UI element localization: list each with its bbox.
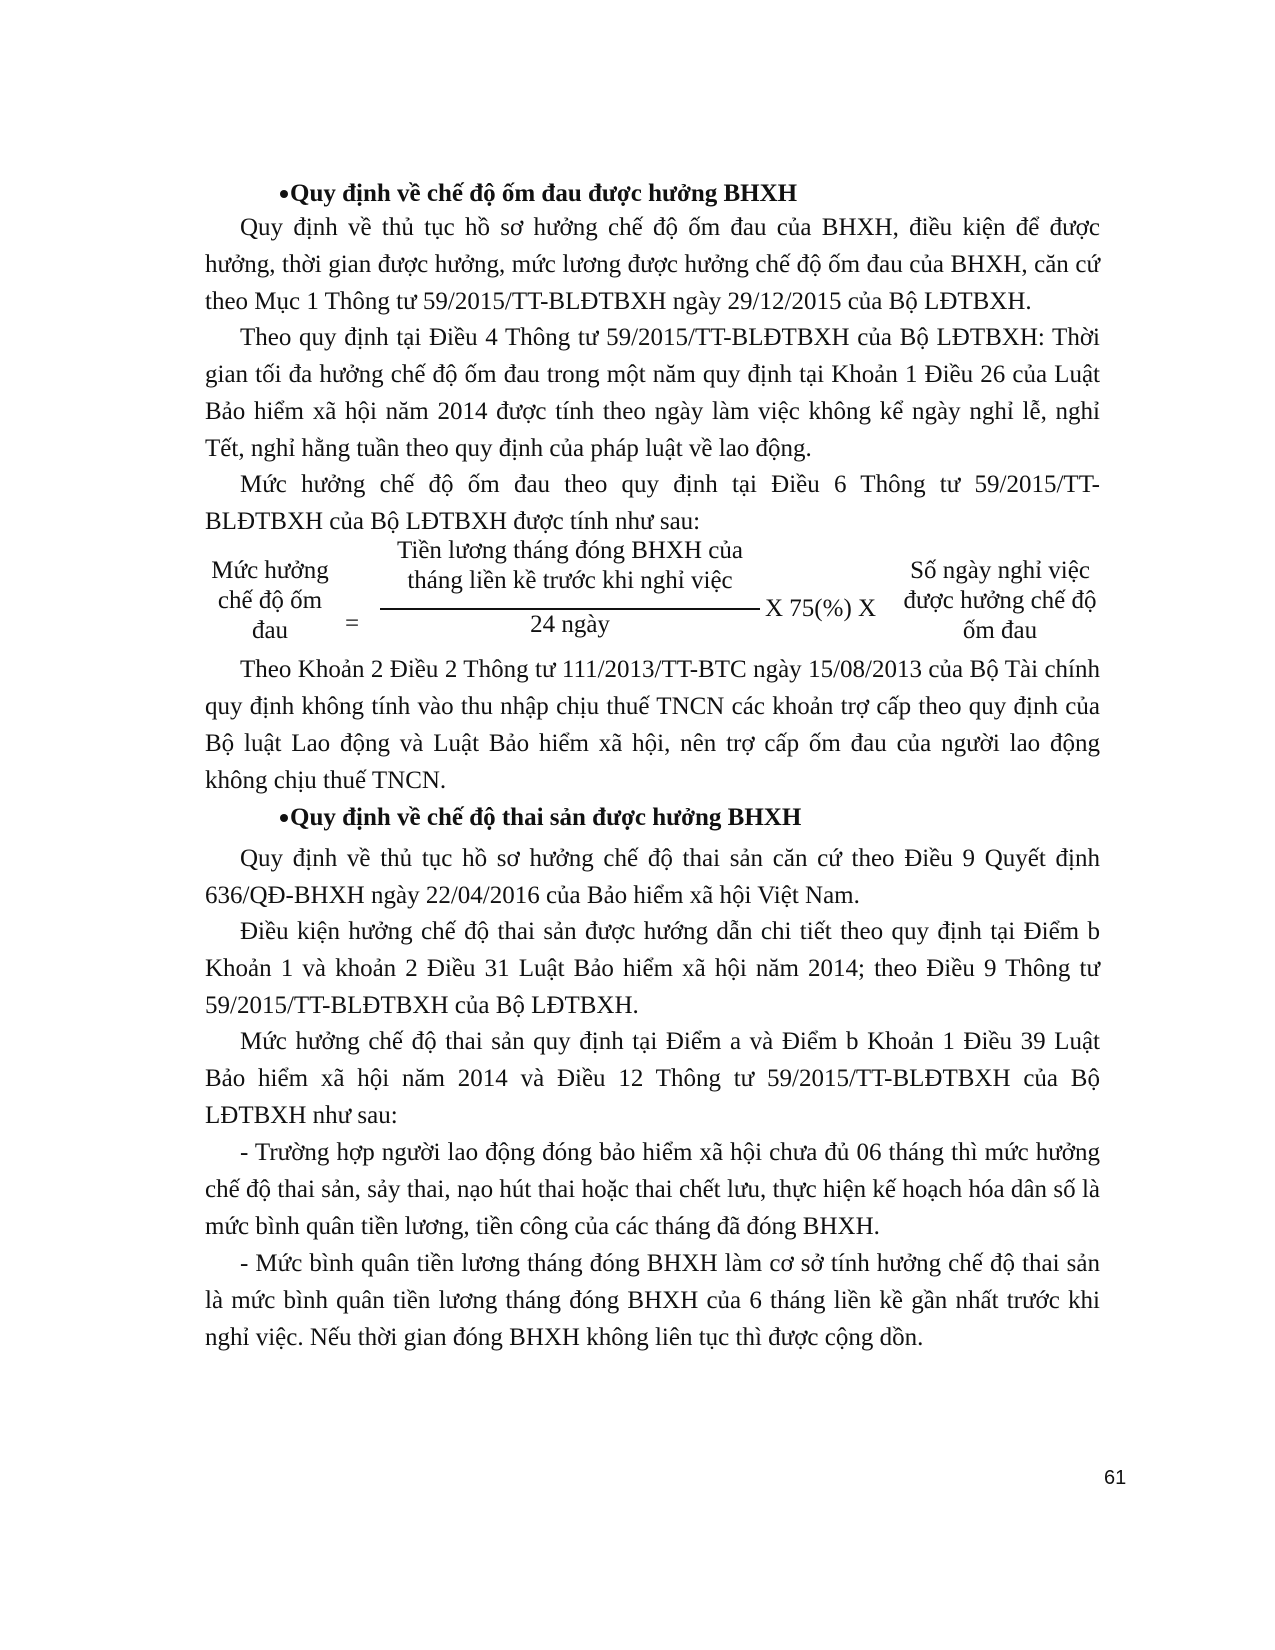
formula-left-label: Mức hưởng chế độ ốm đau xyxy=(211,557,329,644)
heading-text: Quy định về chế độ ốm đau được hưởng BHXH xyxy=(290,180,798,207)
paragraph: Mức hưởng chế độ ốm đau theo quy định tại Điều 6 Thông tư 59/2015/TT-BLĐTBXH của Bộ LĐTBXH được tính như sau: xyxy=(205,471,1100,535)
formula-equals: = xyxy=(345,610,360,637)
paragraph: Theo Khoản 2 Điều 2 Thông tư 111/2013/TT-BTC ngày 15/08/2013 của Bộ Tài chính quy định không tính vào thu nhập chịu thuế TNCN các khoản trợ cấp theo quy định của Bộ luật Lao động và Luật Bảo hiểm xã hội, nên trợ cấp ốm đau của người lao động không chịu thuế TNCN. xyxy=(205,656,1100,794)
heading-text: Quy định về chế độ thai sản được hưởng BHXH xyxy=(290,804,802,831)
bullet-icon xyxy=(280,190,288,198)
paragraph: Theo quy định tại Điều 4 Thông tư 59/2015/TT-BLĐTBXH của Bộ LĐTBXH: Thời gian tối đa hưởng chế độ ốm đau trong một năm quy định tại Khoản 1 Điều 26 của Luật Bảo hiểm xã hội năm 2014 được tính theo ngày làm việc không kể ngày nghỉ lễ, nghỉ Tết, nghỉ hằng tuần theo quy định của pháp luật về lao động. xyxy=(205,324,1100,462)
bullet-icon xyxy=(280,814,288,822)
section-heading-maternity xyxy=(290,799,801,836)
paragraph: Điều kiện hưởng chế độ thai sản được hướng dẫn chi tiết theo quy định tại Điểm b Khoản 1 và khoản 2 Điều 31 Luật Bảo hiểm xã hội năm 2014; theo Điều 9 Thông tư 59/2015/TT-BLĐTBXH của Bộ LĐTBXH. xyxy=(205,918,1100,1019)
paragraph: - Trường hợp người lao động đóng bảo hiểm xã hội chưa đủ 06 tháng thì mức hưởng chế độ thai sản, sảy thai, nạo hút thai hoặc thai chết lưu, thực hiện kế hoạch hóa dân số là mức bình quân tiền lương, tiền công của các tháng đã đóng BHXH. xyxy=(205,1139,1100,1240)
paragraph: Quy định về thủ tục hồ sơ hưởng chế độ ốm đau của BHXH, điều kiện để được hưởng, thời gian được hưởng, mức lương được hưởng chế độ ốm đau của BHXH, căn cứ theo Mục 1 Thông tư 59/2015/TT-BLĐTBXH ngày 29/12/2015 của Bộ LĐTBXH. xyxy=(205,214,1100,315)
formula-denominator: 24 ngày xyxy=(530,611,610,638)
formula-right-label: Số ngày nghỉ việc được hưởng chế độ ốm đau xyxy=(903,557,1097,644)
formula-numerator: Tiền lương tháng đóng BHXH của tháng liền kề trước khi nghỉ việc xyxy=(397,537,743,594)
paragraph: Mức hưởng chế độ thai sản quy định tại Điểm a và Điểm b Khoản 1 Điều 39 Luật Bảo hiểm xã hội năm 2014 và Điều 12 Thông tư 59/2015/TT-BLĐTBXH của Bộ LĐTBXH như sau: xyxy=(205,1028,1100,1129)
formula-multiplier: X 75(%) X xyxy=(765,595,877,622)
paragraph: Quy định về thủ tục hồ sơ hưởng chế độ thai sản căn cứ theo Điều 9 Quyết định 636/QĐ-BHXH ngày 22/04/2016 của Bảo hiểm xã hội Việt Nam. xyxy=(205,845,1100,909)
page-number: 61 xyxy=(1104,1467,1127,1489)
section-heading-sickness xyxy=(290,175,797,212)
paragraph: - Mức bình quân tiền lương tháng đóng BHXH làm cơ sở tính hưởng chế độ thai sản là mức bình quân tiền lương tháng đóng BHXH của 6 tháng liền kề gần nhất trước khi nghỉ việc. Nếu thời gian đóng BHXH không liên tục thì được cộng dồn. xyxy=(205,1250,1100,1351)
